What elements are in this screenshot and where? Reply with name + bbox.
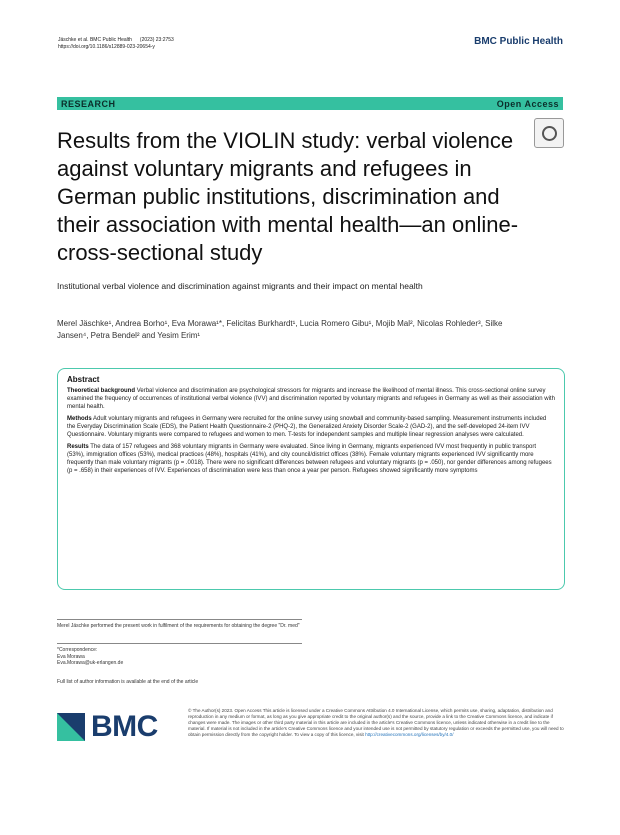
license-text (188, 708, 564, 738)
correspondence-name: Eva Morawa (57, 653, 85, 660)
correspondence-block (57, 643, 302, 667)
author-list: Merel Jäschke¹, Andrea Borho¹, Eva Morawa¹*, Felicitas Burkhardt¹, Lucia Romero Gibu¹, Mojib Mal², Nicolas Rohleder³, Silke Jansen⁴, Petra Bendel² and Yesim Erim¹ (57, 319, 503, 340)
bmc-logo-icon (57, 713, 85, 741)
section-text: The data of 157 refugees and 368 voluntary migrants in Germany were evaluated. Since living in Germany, migrants experienced IVV most frequently in public transport (53%), immigration offices (53%), medical practices (48%), hospitals (41%), and city council/district offices (38%). Female voluntary migrants experienced IVV significantly more frequently than male voluntary migrants (p = .0018). There were no significant differences between refugees and voluntary migrants (p = .050), nor gender differences among refugees (p = .658) in their experiences of IVV. Experiences of discrimination were less than once a year per person. Refugees showed significantly more symptoms (67, 444, 552, 474)
license-body: © The Author(s) 2023. Open Access This article is licensed under a Creative Commons Attribution 4.0 International License, which permits use, sharing, adaptation, distribution and reproduction in any medium or format, as long as you give appropriate credit to the original author(s) and the source, provide a link to the Creative Commons licence, and indicate if changes were made. The images or other third party material in this article are included in the article's Creative Commons licence, unless indicated otherwise in a credit line to the material. If material is not included in the article's Creative Commons licence and your intended use is not permitted by statutory regulation or exceeds the permitted use, you will need to obtain permission directly from the copyright holder. To view a copy of this licence, visit (188, 708, 564, 737)
affiliation-note: Full list of author information is available at the end of the article (57, 679, 199, 685)
abstract-results (67, 443, 555, 475)
abstract-box (57, 368, 565, 590)
year-volume: (2023) 23:2753 (139, 37, 174, 43)
section-text: Verbal violence and discrimination are psychological stressors for migrants and increase the likelihood of mental illness. This cross-sectional online survey examined the frequency of occurrences of institutional verbal violence (IVV) and discrimination reported by voluntary migrants and refugees in Germany as well as their association with mental health. (67, 388, 555, 410)
check-for-updates-icon[interactable] (534, 118, 564, 148)
abstract-methods (67, 415, 555, 439)
correspondence-email[interactable]: Eva.Morawa@uk-erlangen.de (57, 660, 124, 666)
citation: Jäschke et al. BMC Public Health (58, 37, 132, 43)
check-for-updates-ring (542, 126, 557, 141)
abstract-heading: Abstract (67, 375, 100, 384)
article-subtitle: Institutional verbal violence and discrimination against migrants and their impact on mental health (57, 281, 423, 291)
bmc-logo-text: BMC (91, 710, 158, 743)
bmc-logo (57, 710, 158, 744)
doi-link[interactable]: https://doi.org/10.1186/s12889-023-20654-y (58, 44, 155, 50)
correspondence-label: *Correspondence: (57, 647, 98, 653)
running-header (58, 37, 182, 51)
section-label: Theoretical background (67, 388, 136, 394)
section-label: Results (67, 444, 89, 450)
open-access-label: Open Access (496, 98, 559, 109)
journal-name: BMC Public Health (474, 36, 563, 47)
article-type-label: RESEARCH (61, 98, 116, 109)
article-type-bar (57, 97, 563, 110)
author-note: Merel Jäschke performed the present work in fulfilment of the requirements for obtaining the degree "Dr. med" (57, 619, 302, 630)
section-label: Methods (67, 416, 92, 422)
article-title: Results from the VIOLIN study: verbal violence against voluntary migrants and refugees in German public institutions, discrimination and their association with mental health—an online-cross-sectional study (57, 128, 519, 265)
license-link[interactable]: http://creativecommons.org/licenses/by/4.0/ (365, 732, 454, 737)
section-text: Adult voluntary migrants and refugees in Germany were recruited for the online survey using snowball and community-based sampling. Measurement instruments included the Everyday Discrimination Scale (EDS), the Patient Health Questionnaire-2 (PHQ-2), the Generalized Anxiety Disorder Scale-2 (GAD-2), and the self-developed 24-item IVV Questionnaire. Voluntary migrants were compared to refugees and women to men. T-tests for independent samples and multiple linear regression analyses were calculated. (67, 416, 547, 438)
abstract-background (67, 387, 555, 411)
